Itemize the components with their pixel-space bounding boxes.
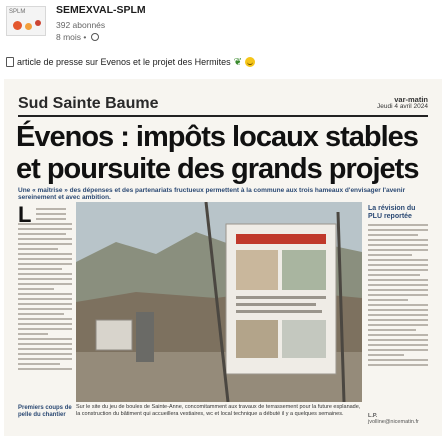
right-column: [368, 205, 428, 369]
logo-text: SPLM: [9, 9, 26, 15]
logo-mark: [35, 20, 41, 26]
drop-cap: L: [18, 202, 32, 227]
follower-count: 392 abonnés: [56, 20, 106, 30]
credit-email: jvolline@nicematin.fr: [368, 419, 419, 425]
post-text-body: article de presse sur Evenos et le projet des Hermites: [17, 57, 231, 67]
smile-icon: [245, 57, 255, 67]
credit-letters: L.P.: [368, 413, 378, 419]
masthead: [377, 96, 428, 110]
article-photo: [76, 202, 362, 402]
post-text: [6, 57, 255, 68]
divider: [18, 115, 428, 117]
leaf-icon: ❦: [233, 57, 242, 68]
post-header: [0, 0, 446, 52]
post-age: 8 mois •: [56, 32, 87, 42]
left-column: [18, 202, 72, 413]
photo-caption: Sur le site du jeu de boules de Sainte-Anne, concomitamment aux travaux de terrassement pour la future esplanade, la construction du bâtiment qui accueillera vestiaires, wc et local technique a débuté il y a quelques semaines.: [76, 404, 361, 417]
masthead-date: Jeudi 4 avril 2024: [377, 103, 428, 110]
author-credit: [368, 413, 419, 425]
company-logo[interactable]: [6, 6, 46, 36]
article-image[interactable]: [4, 79, 442, 436]
body-text-lines: [368, 224, 428, 366]
logo-mark: [25, 23, 32, 30]
document-icon: [6, 57, 14, 67]
headline-line-2: et poursuite des grands projets: [16, 153, 419, 185]
section-title: Sud Sainte Baume: [18, 95, 159, 112]
company-name[interactable]: SEMEXVAL-SPLM: [56, 4, 146, 16]
logo-mark: [13, 21, 22, 30]
right-column-title: La révision du PLU reportée: [368, 205, 416, 220]
headline-line-1: Évenos : impôts locaux stables: [16, 121, 418, 153]
article-lead: Une « maîtrise » des dépenses et des partenariats fructueux permettent à la commune aux trois hameaux d'envisager l'avenir sereinement et avec ambition.: [18, 187, 406, 201]
post-meta: [56, 32, 99, 42]
left-subhead: Premiers coups de pelle du chantier: [18, 405, 72, 418]
body-text-lines: [18, 208, 72, 370]
globe-icon: [91, 33, 99, 41]
masthead-brand: var-matin: [394, 95, 428, 104]
